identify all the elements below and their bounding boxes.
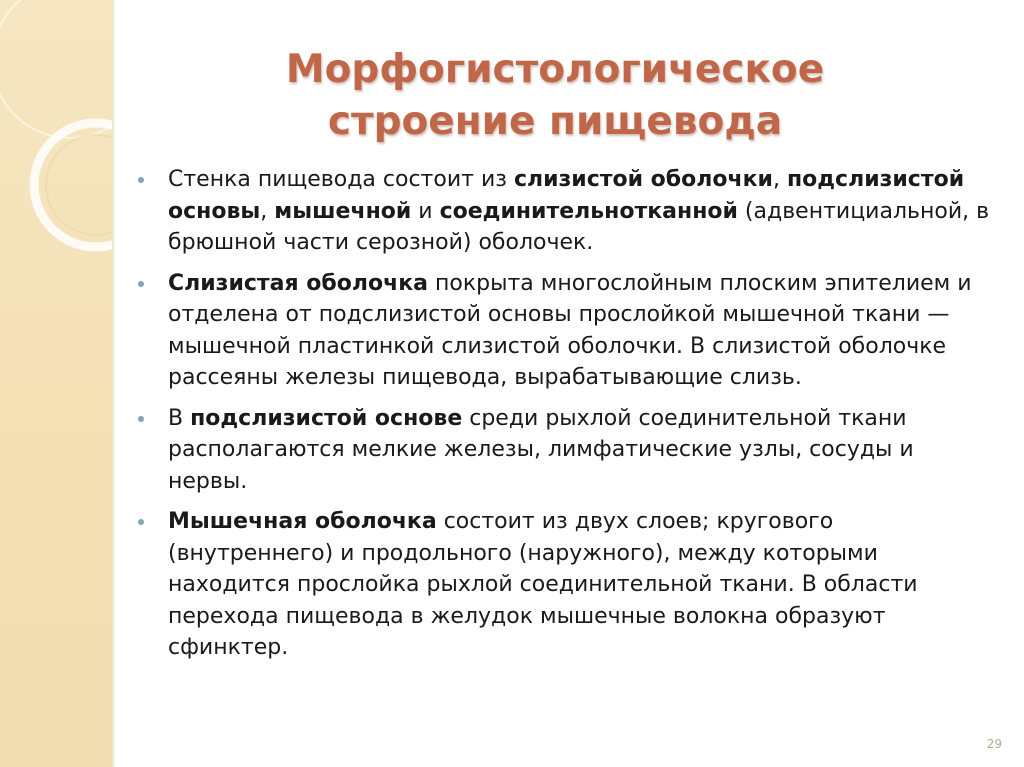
decorative-ring-top [0, 0, 112, 138]
bullet-bold-term: Мышечная оболочка [168, 509, 437, 534]
bullet-bold-term: мышечной [274, 198, 412, 224]
bullet-text: (адвентициальной, в брюшной части серозной) оболочек. [168, 198, 990, 255]
bullet-text: , [772, 167, 787, 192]
page-number: 29 [986, 737, 1002, 751]
band-edge-shadow [112, 0, 116, 767]
bullet-bold-term: слизистой оболочки [513, 167, 773, 192]
bullet-text: и [411, 198, 440, 224]
title-line-1: Морфогистологическое [285, 47, 825, 92]
bullet-dot-icon [138, 281, 144, 287]
title-line-2: строение пищевода [327, 99, 783, 144]
bullet-bold-term: подслизистой основы [168, 167, 965, 224]
decorative-side-band [0, 0, 112, 767]
bullet-item-mucosa [136, 268, 996, 394]
bullet-item-submucosa [136, 403, 996, 498]
bullet-dot-icon [138, 519, 144, 525]
decorative-rings [0, 0, 112, 767]
bullet-text: Стенка пищевода состоит из [168, 167, 514, 192]
bullet-bold-term: Слизистая оболочка [168, 270, 428, 296]
bullet-dot-icon [138, 416, 144, 422]
bullet-text: среди рыхлой соединительной ткани располагаются мелкие железы, лимфатические узлы, сосуды и нервы. [168, 405, 914, 494]
bullet-bold-term: соединительнотканной [439, 198, 738, 224]
slide-title [160, 44, 950, 148]
bullet-text: , [260, 198, 275, 224]
bullet-item-wall-layers [136, 164, 996, 259]
bullet-text: покрыта многослойным плоским эпителием и отделена от подслизистой основы прослойкой мышечной ткани — мышечной пластинкой слизистой оболочки. В слизистой оболочке рассеяны железы пищевода, вырабатывающие слизь. [168, 270, 972, 390]
bullet-list [136, 164, 996, 673]
bullet-bold-term: подслизистой основе [190, 405, 463, 431]
bullet-text: В [168, 405, 191, 431]
bullet-text: состоит из двух слоев; кругового (внутреннего) и продольного (наружного), между которыми находится прослойка рыхлой соединительной ткани. В области перехода пищевода в желудок мышечные волокна образуют сфинктер. [168, 509, 918, 660]
decorative-ring-inner [46, 135, 112, 235]
bullet-dot-icon [138, 177, 144, 183]
bullet-item-muscularis [136, 506, 996, 664]
